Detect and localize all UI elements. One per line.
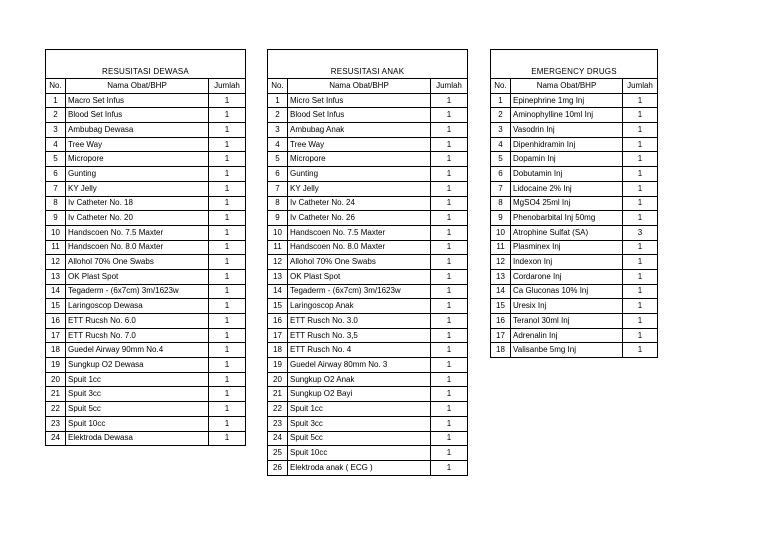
cell-qty: 1	[209, 196, 246, 211]
cell-name: KY Jelly	[288, 181, 431, 196]
cell-name: Gunting	[66, 167, 209, 182]
cell-no: 2	[46, 108, 66, 123]
cell-qty: 1	[209, 372, 246, 387]
cell-no: 6	[491, 167, 511, 182]
cell-name: Handscoen No. 8.0 Maxter	[288, 240, 431, 255]
cell-qty: 1	[623, 269, 658, 284]
cell-qty: 1	[431, 431, 468, 446]
cell-no: 18	[46, 343, 66, 358]
cell-no: 9	[268, 211, 288, 226]
cell-no: 8	[46, 196, 66, 211]
cell-name: Guedel Airway 80mm No. 3	[288, 358, 431, 373]
cell-name: Laringoscop Anak	[288, 299, 431, 314]
table-row	[491, 211, 658, 226]
cell-qty: 1	[431, 299, 468, 314]
cell-no: 17	[46, 328, 66, 343]
table-row	[491, 328, 658, 343]
table-row	[491, 225, 658, 240]
cell-name: Vasodrin Inj	[511, 123, 623, 138]
table-row	[491, 299, 658, 314]
table-row	[268, 211, 468, 226]
cell-qty: 1	[623, 108, 658, 123]
cell-qty: 1	[431, 416, 468, 431]
cell-qty: 1	[431, 328, 468, 343]
cell-name: KY Jelly	[66, 181, 209, 196]
cell-no: 10	[491, 225, 511, 240]
table-row	[46, 255, 246, 270]
cell-name: Elektroda anak ( ECG )	[288, 460, 431, 475]
cell-no: 5	[491, 152, 511, 167]
table-row	[268, 152, 468, 167]
cell-no: 4	[491, 137, 511, 152]
cell-no: 14	[268, 284, 288, 299]
table-row	[268, 137, 468, 152]
cell-name: Sungkup O2 Bayi	[288, 387, 431, 402]
cell-no: 10	[268, 225, 288, 240]
cell-no: 14	[491, 284, 511, 299]
cell-name: MgSO4 25ml Inj	[511, 196, 623, 211]
cell-name: Spuit 10cc	[288, 446, 431, 461]
cell-no: 26	[268, 460, 288, 475]
table-row	[491, 240, 658, 255]
cell-name: Tree Way	[66, 137, 209, 152]
cell-qty: 1	[431, 196, 468, 211]
cell-name: Dobutamin Inj	[511, 167, 623, 182]
cell-name: OK Plast Spot	[66, 269, 209, 284]
table-row	[46, 269, 246, 284]
cell-name: Blood Set Infus	[288, 108, 431, 123]
cell-no: 3	[491, 123, 511, 138]
cell-no: 24	[46, 431, 66, 446]
cell-no: 8	[491, 196, 511, 211]
cell-name: Indexon Inj	[511, 255, 623, 270]
cell-name: Phenobarbital Inj 50mg	[511, 211, 623, 226]
cell-qty: 1	[209, 240, 246, 255]
table-row	[46, 211, 246, 226]
table-row	[268, 240, 468, 255]
table-row	[491, 343, 658, 358]
table-row	[491, 167, 658, 182]
table-row	[46, 343, 246, 358]
cell-qty: 1	[623, 299, 658, 314]
table-row	[268, 284, 468, 299]
table-row	[491, 152, 658, 167]
cell-name: Guedel Airway 90mm No.4	[66, 343, 209, 358]
table-row	[268, 358, 468, 373]
cell-no: 15	[268, 299, 288, 314]
cell-qty: 1	[623, 152, 658, 167]
cell-qty: 1	[209, 387, 246, 402]
cell-no: 6	[268, 167, 288, 182]
table-row	[268, 123, 468, 138]
table-row	[46, 181, 246, 196]
table-body	[491, 93, 658, 357]
cell-no: 1	[46, 93, 66, 108]
cell-name: OK Plast Spot	[288, 269, 431, 284]
cell-qty: 1	[431, 167, 468, 182]
cell-qty: 1	[431, 402, 468, 417]
table-row	[46, 284, 246, 299]
cell-no: 7	[491, 181, 511, 196]
table-row	[46, 240, 246, 255]
cell-name: Handscoen No. 7.5 Maxter	[288, 225, 431, 240]
cell-no: 5	[268, 152, 288, 167]
cell-no: 8	[268, 196, 288, 211]
cell-name: ETT Rusch No. 3.0	[288, 314, 431, 329]
cell-name: Laringoscop Dewasa	[66, 299, 209, 314]
table-row	[268, 402, 468, 417]
cell-no: 11	[268, 240, 288, 255]
table-row	[268, 460, 468, 475]
cell-name: Dipenhidramin Inj	[511, 137, 623, 152]
cell-qty: 1	[431, 181, 468, 196]
table-row	[46, 108, 246, 123]
cell-name: Spuit 5cc	[66, 402, 209, 417]
cell-qty: 1	[623, 137, 658, 152]
cell-qty: 1	[209, 431, 246, 446]
table-row	[46, 225, 246, 240]
table-title: RESUSITASI ANAK	[268, 50, 468, 79]
cell-no: 14	[46, 284, 66, 299]
cell-name: ETT Rucsh No. 6.0	[66, 314, 209, 329]
table-resusitasi-dewasa	[45, 49, 246, 446]
cell-name: Epinephrine 1mg Inj	[511, 93, 623, 108]
column-header-no: No.	[491, 79, 511, 94]
table-row	[268, 255, 468, 270]
cell-no: 4	[268, 137, 288, 152]
cell-qty: 1	[431, 93, 468, 108]
cell-qty: 1	[209, 328, 246, 343]
cell-qty: 1	[431, 446, 468, 461]
cell-name: Lidocaine 2% Inj	[511, 181, 623, 196]
cell-name: Spuit 10cc	[66, 416, 209, 431]
table-row	[46, 93, 246, 108]
cell-qty: 1	[209, 269, 246, 284]
cell-no: 22	[46, 402, 66, 417]
cell-qty: 1	[209, 181, 246, 196]
cell-no: 18	[268, 343, 288, 358]
cell-qty: 1	[431, 123, 468, 138]
cell-name: Ambubag Dewasa	[66, 123, 209, 138]
cell-name: ETT Rusch No. 4	[288, 343, 431, 358]
cell-qty: 1	[431, 137, 468, 152]
cell-qty: 1	[431, 284, 468, 299]
cell-qty: 1	[431, 255, 468, 270]
cell-no: 23	[268, 416, 288, 431]
cell-qty: 1	[209, 93, 246, 108]
cell-no: 25	[268, 446, 288, 461]
table-row	[491, 108, 658, 123]
cell-name: Valisanbe 5mg Inj	[511, 343, 623, 358]
cell-qty: 1	[209, 255, 246, 270]
cell-qty: 1	[431, 460, 468, 475]
cell-no: 23	[46, 416, 66, 431]
cell-name: Micropore	[288, 152, 431, 167]
table-row	[268, 93, 468, 108]
cell-name: Tegaderm - (6x7cm) 3m/1623w	[288, 284, 431, 299]
cell-qty: 1	[623, 240, 658, 255]
cell-no: 7	[46, 181, 66, 196]
table-row	[46, 387, 246, 402]
cell-name: Handscoen No. 7.5 Maxter	[66, 225, 209, 240]
cell-name: Ca Gluconas 10% Inj	[511, 284, 623, 299]
cell-no: 17	[491, 328, 511, 343]
cell-name: Aminophylline 10ml Inj	[511, 108, 623, 123]
cell-name: Sungkup O2 Dewasa	[66, 358, 209, 373]
cell-name: Micro Set Infus	[288, 93, 431, 108]
cell-name: Tegaderm - (6x7cm) 3m/1623w	[66, 284, 209, 299]
cell-qty: 1	[431, 387, 468, 402]
cell-no: 10	[46, 225, 66, 240]
cell-no: 6	[46, 167, 66, 182]
cell-no: 16	[46, 314, 66, 329]
cell-qty: 1	[209, 137, 246, 152]
table-row	[46, 402, 246, 417]
table-row	[491, 284, 658, 299]
cell-name: Uresix Inj	[511, 299, 623, 314]
cell-no: 5	[46, 152, 66, 167]
table-row	[46, 123, 246, 138]
cell-name: Plasminex Inj	[511, 240, 623, 255]
cell-qty: 1	[209, 343, 246, 358]
cell-qty: 1	[209, 152, 246, 167]
cell-qty: 1	[431, 240, 468, 255]
table-title: RESUSITASI DEWASA	[46, 50, 246, 79]
cell-no: 13	[268, 269, 288, 284]
cell-qty: 1	[209, 123, 246, 138]
table-row	[46, 167, 246, 182]
cell-name: Spuit 1cc	[66, 372, 209, 387]
cell-no: 11	[491, 240, 511, 255]
cell-qty: 1	[209, 299, 246, 314]
cell-no: 9	[46, 211, 66, 226]
cell-no: 19	[46, 358, 66, 373]
cell-qty: 1	[209, 167, 246, 182]
table-row	[268, 167, 468, 182]
cell-qty: 1	[623, 123, 658, 138]
table-body	[46, 93, 246, 446]
table-row	[268, 416, 468, 431]
cell-no: 19	[268, 358, 288, 373]
cell-qty: 1	[623, 314, 658, 329]
cell-no: 21	[268, 387, 288, 402]
cell-no: 1	[268, 93, 288, 108]
cell-qty: 1	[431, 314, 468, 329]
cell-name: ETT Rucsh No. 7.0	[66, 328, 209, 343]
cell-name: Spuit 3cc	[66, 387, 209, 402]
table-row	[46, 358, 246, 373]
column-header-name: Nama Obat/BHP	[511, 79, 623, 94]
cell-name: Gunting	[288, 167, 431, 182]
cell-qty: 1	[431, 108, 468, 123]
column-header-qty: Jumlah	[431, 79, 468, 94]
table-row	[268, 372, 468, 387]
cell-qty: 1	[431, 269, 468, 284]
column-header-no: No.	[268, 79, 288, 94]
cell-qty: 1	[431, 152, 468, 167]
cell-no: 13	[491, 269, 511, 284]
cell-no: 17	[268, 328, 288, 343]
table-row	[268, 196, 468, 211]
table-row	[268, 387, 468, 402]
table-row	[46, 416, 246, 431]
cell-no: 12	[268, 255, 288, 270]
cell-qty: 1	[209, 416, 246, 431]
cell-name: Iv Catheter No. 24	[288, 196, 431, 211]
cell-no: 7	[268, 181, 288, 196]
cell-name: Iv Catheter No. 20	[66, 211, 209, 226]
column-header-qty: Jumlah	[623, 79, 658, 94]
cell-name: Tree Way	[288, 137, 431, 152]
column-header-name: Nama Obat/BHP	[66, 79, 209, 94]
table-row	[268, 343, 468, 358]
table-row	[268, 181, 468, 196]
cell-no: 9	[491, 211, 511, 226]
cell-qty: 1	[623, 211, 658, 226]
cell-qty: 1	[209, 314, 246, 329]
cell-name: Cordarone Inj	[511, 269, 623, 284]
cell-no: 15	[46, 299, 66, 314]
table-row	[46, 152, 246, 167]
table-title: EMERGENCY DRUGS	[491, 50, 658, 79]
cell-name: Macro Set Infus	[66, 93, 209, 108]
cell-no: 16	[491, 314, 511, 329]
cell-qty: 1	[623, 328, 658, 343]
cell-no: 15	[491, 299, 511, 314]
cell-no: 4	[46, 137, 66, 152]
table-row	[491, 196, 658, 211]
cell-name: Dopamin Inj	[511, 152, 623, 167]
cell-qty: 1	[623, 93, 658, 108]
table-row	[268, 328, 468, 343]
table-emergency-drugs	[490, 49, 658, 358]
table-row	[46, 137, 246, 152]
cell-no: 20	[268, 372, 288, 387]
cell-no: 18	[491, 343, 511, 358]
cell-name: Adrenalin Inj	[511, 328, 623, 343]
table-row	[46, 328, 246, 343]
table-row	[491, 269, 658, 284]
cell-qty: 1	[209, 358, 246, 373]
cell-qty: 1	[209, 225, 246, 240]
table-row	[46, 299, 246, 314]
column-header-qty: Jumlah	[209, 79, 246, 94]
column-header-no: No.	[46, 79, 66, 94]
cell-no: 1	[491, 93, 511, 108]
cell-name: Handscoen No. 8.0 Maxter	[66, 240, 209, 255]
cell-name: Blood Set Infus	[66, 108, 209, 123]
cell-name: Allohol 70% One Swabs	[66, 255, 209, 270]
cell-no: 12	[46, 255, 66, 270]
table-row	[491, 123, 658, 138]
cell-name: Allohol 70% One Swabs	[288, 255, 431, 270]
cell-qty: 1	[431, 358, 468, 373]
cell-name: ETT Rusch No. 3,5	[288, 328, 431, 343]
table-row	[491, 255, 658, 270]
cell-name: Spuit 1cc	[288, 402, 431, 417]
cell-qty: 1	[623, 284, 658, 299]
cell-qty: 3	[623, 225, 658, 240]
table-resusitasi-anak	[267, 49, 468, 476]
cell-qty: 1	[431, 372, 468, 387]
cell-name: Sungkup O2 Anak	[288, 372, 431, 387]
table-row	[268, 225, 468, 240]
cell-qty: 1	[431, 211, 468, 226]
cell-qty: 1	[209, 108, 246, 123]
table-row	[268, 431, 468, 446]
cell-name: Elektroda Dewasa	[66, 431, 209, 446]
cell-qty: 1	[209, 284, 246, 299]
table-row	[46, 431, 246, 446]
cell-no: 22	[268, 402, 288, 417]
table-row	[491, 93, 658, 108]
cell-qty: 1	[623, 181, 658, 196]
cell-name: Ambubag Anak	[288, 123, 431, 138]
cell-no: 12	[491, 255, 511, 270]
cell-no: 13	[46, 269, 66, 284]
cell-name: Iv Catheter No. 18	[66, 196, 209, 211]
table-row	[268, 314, 468, 329]
column-header-name: Nama Obat/BHP	[288, 79, 431, 94]
cell-name: Teranol 30ml Inj	[511, 314, 623, 329]
table-row	[268, 299, 468, 314]
table-row	[491, 137, 658, 152]
table-row	[46, 314, 246, 329]
cell-no: 2	[491, 108, 511, 123]
cell-no: 24	[268, 431, 288, 446]
cell-name: Micropore	[66, 152, 209, 167]
cell-qty: 1	[623, 343, 658, 358]
cell-no: 2	[268, 108, 288, 123]
cell-no: 20	[46, 372, 66, 387]
table-row	[268, 446, 468, 461]
cell-no: 11	[46, 240, 66, 255]
table-row	[46, 372, 246, 387]
cell-name: Spuit 3cc	[288, 416, 431, 431]
cell-name: Iv Catheter No. 26	[288, 211, 431, 226]
cell-name: Spuit 5cc	[288, 431, 431, 446]
cell-no: 21	[46, 387, 66, 402]
cell-name: Atrophine Sulfat (SA)	[511, 225, 623, 240]
cell-qty: 1	[623, 255, 658, 270]
cell-no: 3	[268, 123, 288, 138]
table-body	[268, 93, 468, 475]
cell-qty: 1	[623, 196, 658, 211]
cell-qty: 1	[209, 211, 246, 226]
cell-qty: 1	[431, 343, 468, 358]
table-row	[268, 108, 468, 123]
cell-qty: 1	[209, 402, 246, 417]
table-row	[491, 181, 658, 196]
table-row	[46, 196, 246, 211]
cell-no: 16	[268, 314, 288, 329]
table-row	[268, 269, 468, 284]
table-row	[491, 314, 658, 329]
cell-no: 3	[46, 123, 66, 138]
cell-qty: 1	[623, 167, 658, 182]
cell-qty: 1	[431, 225, 468, 240]
